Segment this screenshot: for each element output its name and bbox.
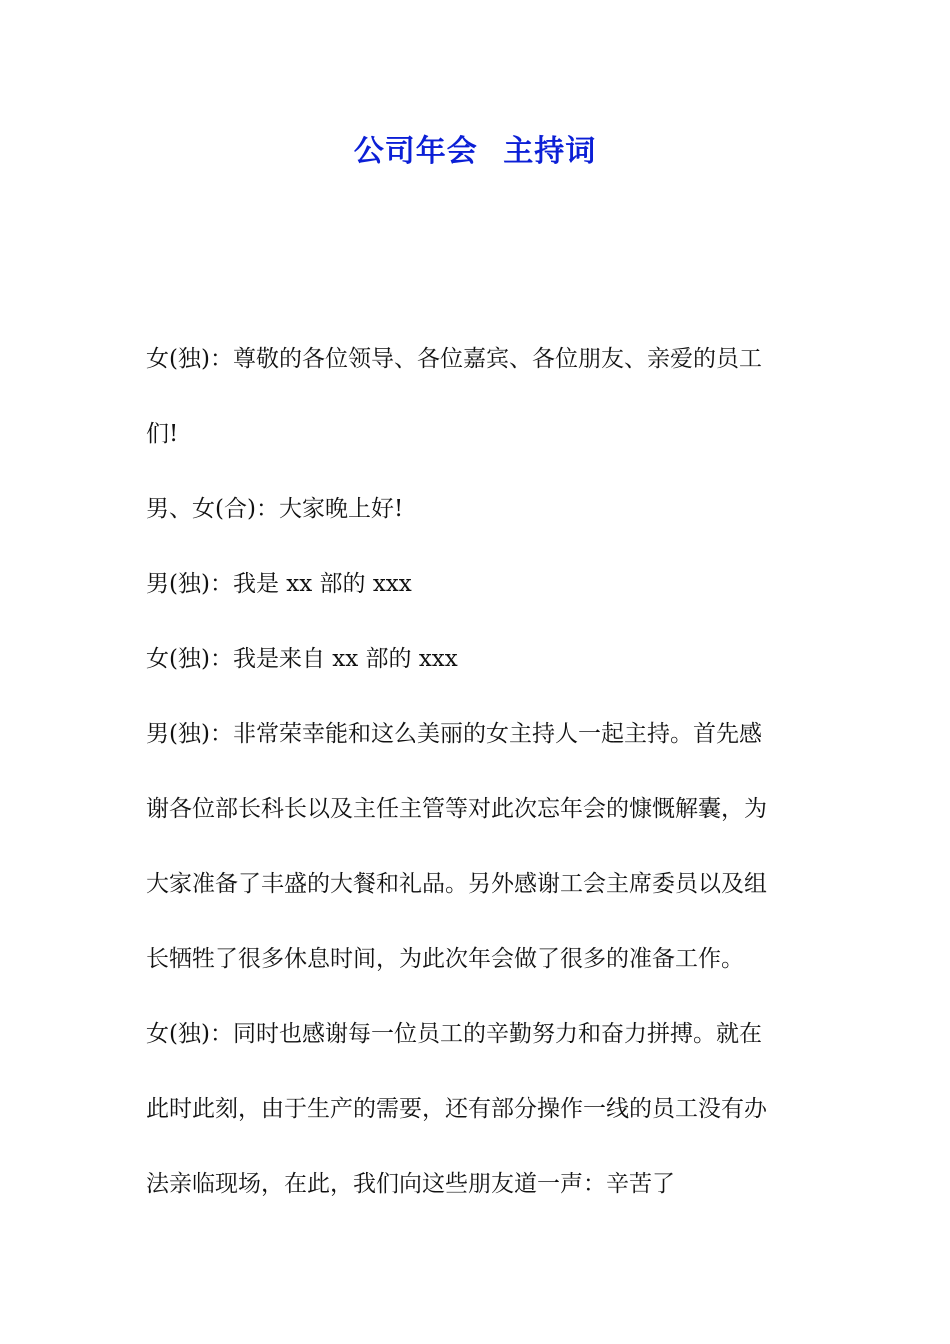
- text-line: 男、女(合)：大家晚上好!: [146, 496, 404, 522]
- text-line: 男(独)：我是 xx 部的 xxx: [146, 571, 412, 597]
- text-line: 女(独)：同时也感谢每一位员工的辛勤努力和奋力拼搏。就在: [146, 1021, 762, 1047]
- document-title: 公司年会 主持词: [353, 134, 597, 169]
- text-line: 大家准备了丰盛的大餐和礼品。另外感谢工会主席委员以及组: [146, 871, 767, 897]
- text-line: 男(独)：非常荣幸能和这么美丽的女主持人一起主持。首先感: [146, 721, 762, 747]
- text-line: 此时此刻，由于生产的需要，还有部分操作一线的员工没有办: [146, 1096, 767, 1122]
- document-body: [146, 322, 810, 1222]
- text-line: 女(独)：尊敬的各位领导、各位嘉宾、各位朋友、亲爱的员工: [146, 346, 762, 372]
- text-line: 谢各位部长科长以及主任主管等对此次忘年会的慷慨解囊，为: [146, 796, 767, 822]
- text-line: 长牺牲了很多休息时间，为此次年会做了很多的准备工作。: [146, 946, 744, 972]
- text-line: 法亲临现场，在此，我们向这些朋友道一声：辛苦了: [146, 1171, 675, 1197]
- text-line: 们!: [146, 421, 179, 447]
- text-line: 女(独)：我是来自 xx 部的 xxx: [146, 646, 458, 672]
